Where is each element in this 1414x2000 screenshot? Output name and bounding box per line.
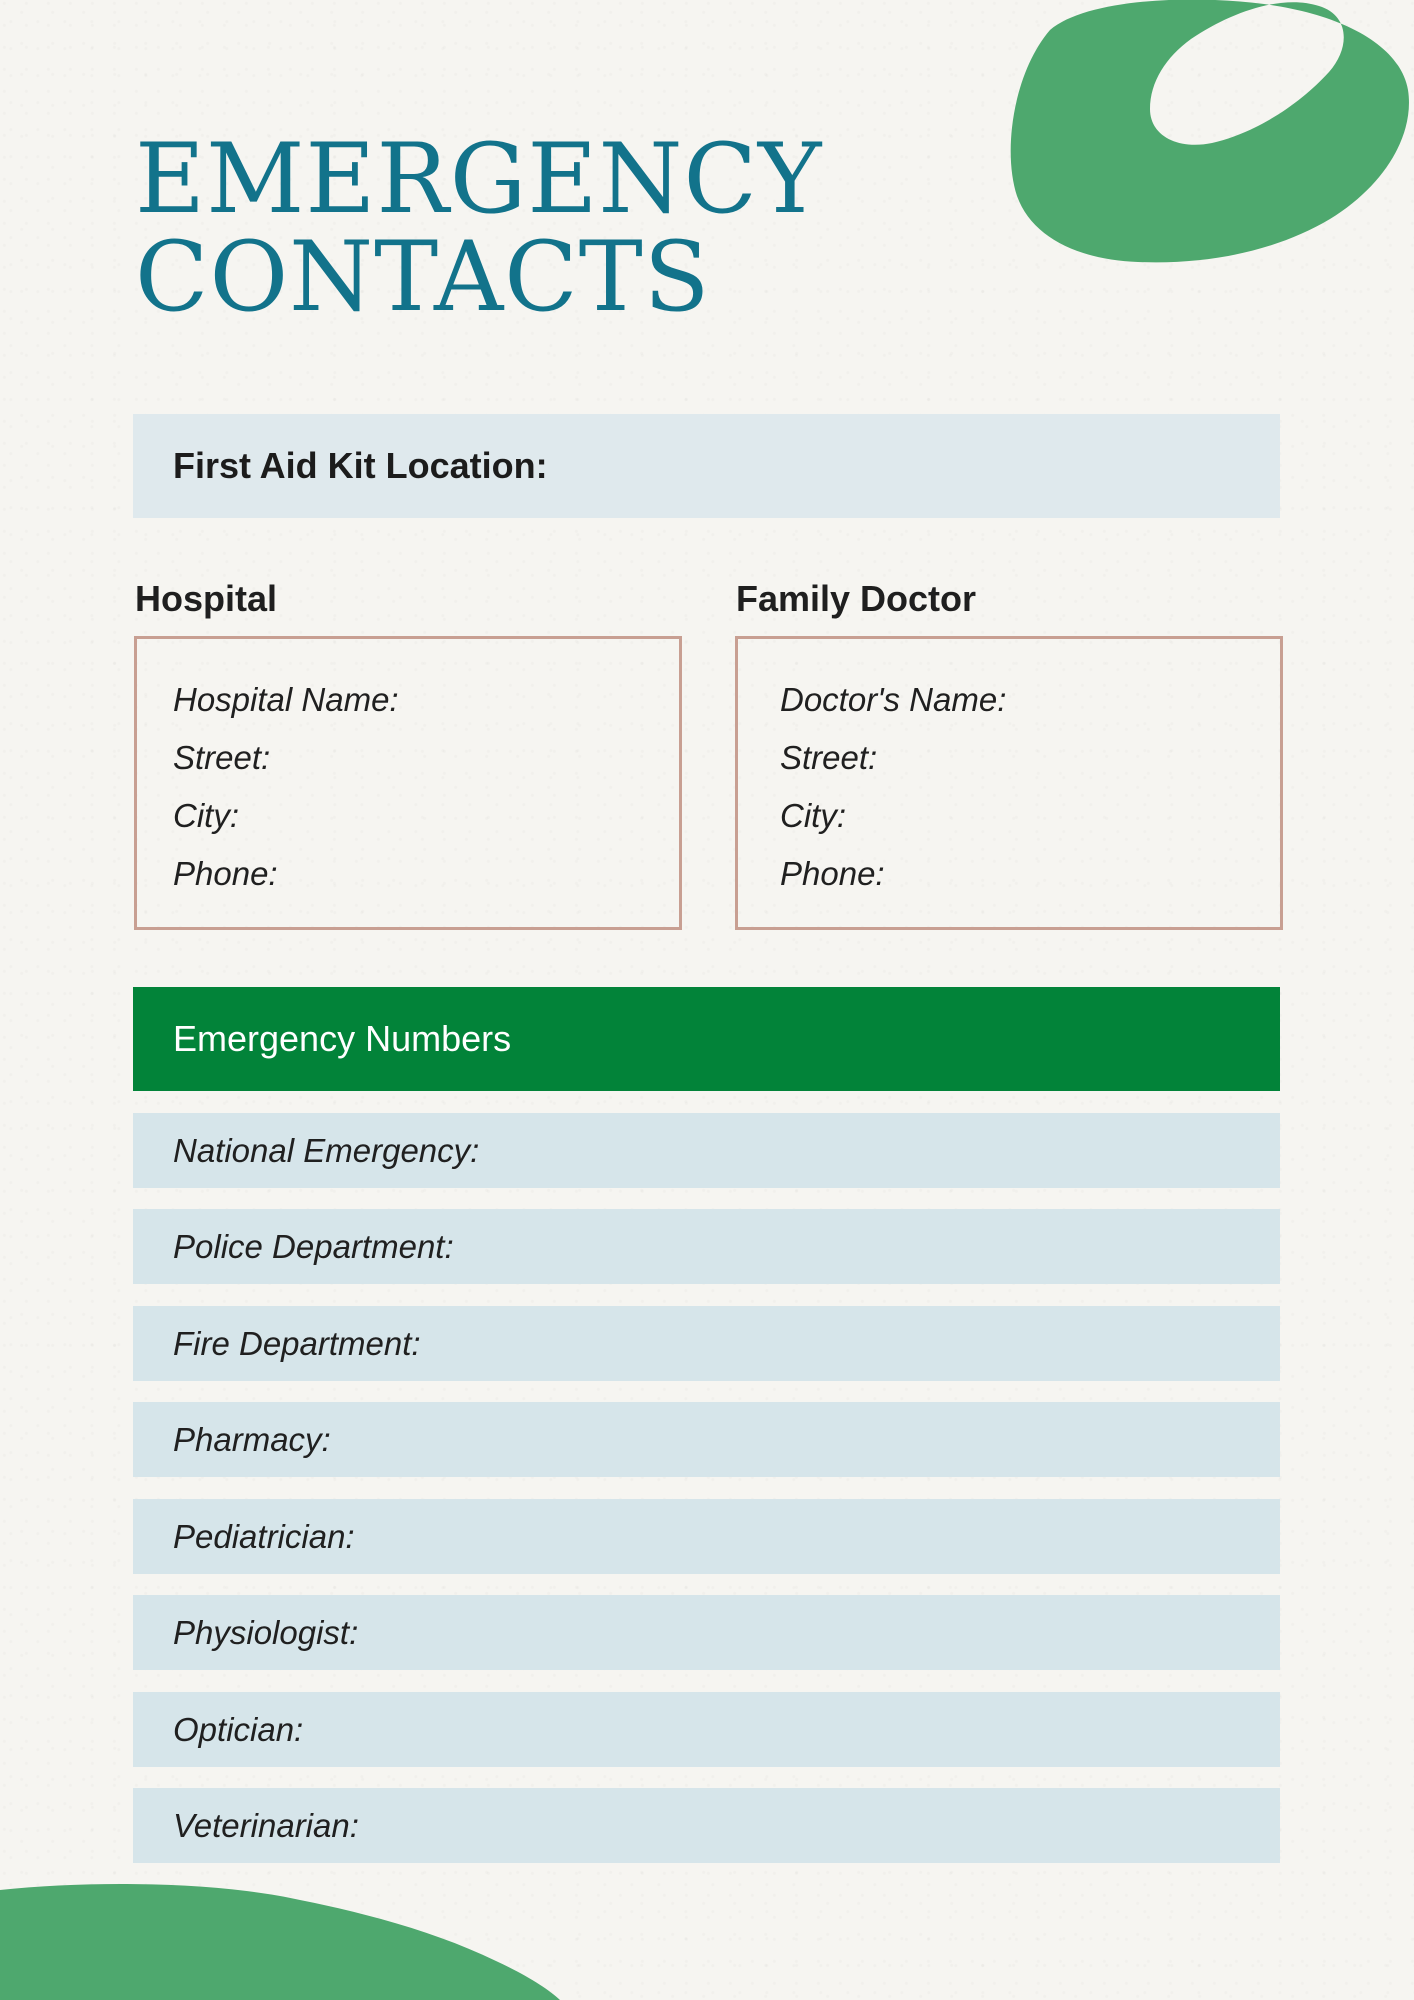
veterinarian-label: Veterinarian: xyxy=(173,1806,359,1844)
green-brush-ring-decoration xyxy=(1010,0,1414,280)
national-emergency-row[interactable] xyxy=(133,1113,1280,1188)
pharmacy-row[interactable] xyxy=(133,1402,1280,1477)
page-title xyxy=(135,123,835,333)
hospital-name-field[interactable]: Hospital Name: xyxy=(173,681,399,718)
hospital-info-box xyxy=(134,636,682,930)
family-doctor-heading: Family Doctor xyxy=(736,578,977,619)
doctor-city-field[interactable]: City: xyxy=(780,797,846,834)
family-doctor-info-box xyxy=(735,636,1283,930)
pediatrician-row[interactable] xyxy=(133,1499,1280,1574)
pharmacy-label: Pharmacy: xyxy=(173,1420,331,1458)
hospital-phone-field[interactable]: Phone: xyxy=(173,855,278,892)
doctor-phone-field[interactable]: Phone: xyxy=(780,855,885,892)
first-aid-kit-location-field[interactable] xyxy=(133,414,1280,518)
emergency-numbers-header xyxy=(133,987,1280,1091)
national-emergency-label: National Emergency: xyxy=(173,1131,480,1169)
title-line-contacts: CONTACTS xyxy=(135,221,711,333)
police-department-row[interactable] xyxy=(133,1209,1280,1284)
police-department-label: Police Department: xyxy=(173,1227,454,1265)
pediatrician-label: Pediatrician: xyxy=(173,1517,355,1555)
first-aid-kit-location-label: First Aid Kit Location: xyxy=(173,445,548,486)
emergency-numbers-title: Emergency Numbers xyxy=(173,1018,512,1059)
physiologist-row[interactable] xyxy=(133,1595,1280,1670)
veterinarian-row[interactable] xyxy=(133,1788,1280,1863)
hospital-street-field[interactable]: Street: xyxy=(173,739,271,776)
optician-row[interactable] xyxy=(133,1692,1280,1767)
hospital-city-field[interactable]: City: xyxy=(173,797,239,834)
doctor-street-field[interactable]: Street: xyxy=(780,739,878,776)
hospital-heading: Hospital xyxy=(135,578,278,619)
fire-department-row[interactable] xyxy=(133,1306,1280,1381)
title-line-emergency: EMERGENCY xyxy=(135,123,823,235)
physiologist-label: Physiologist: xyxy=(173,1613,359,1651)
doctor-name-field[interactable]: Doctor's Name: xyxy=(780,681,1007,718)
fire-department-label: Fire Department: xyxy=(173,1324,421,1362)
optician-label: Optician: xyxy=(173,1710,304,1748)
green-brush-stroke-decoration xyxy=(0,1875,560,2000)
